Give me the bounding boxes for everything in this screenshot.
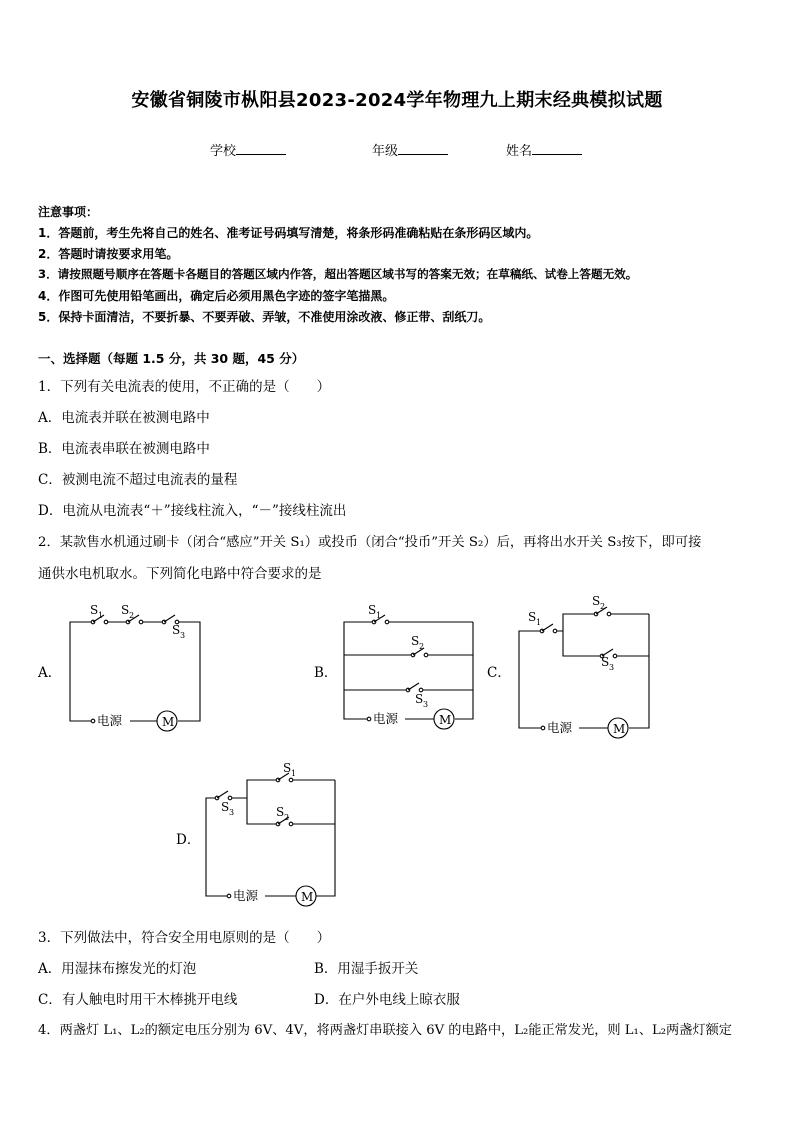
section-heading: 一、选择题（每题 1.5 分，共 30 题，45 分） [38, 351, 305, 366]
power-source-label: 电源 [97, 713, 123, 728]
switch-s2-label: S [411, 634, 420, 648]
circuit-a [70, 603, 200, 731]
power-source-label: 电源 [373, 711, 399, 726]
circuit-option-c-label: C． [487, 665, 511, 681]
switch-s3-label: S [601, 655, 610, 669]
page-title: 安徽省铜陵市枞阳县2023-2024学年物理九上期末经典模拟试题 [131, 90, 663, 111]
notice-item: 1．答题前，考生先将自己的姓名、准考证号码填写清楚，将条形码准确粘贴在条形码区域内。 [38, 226, 539, 240]
switch-s3-label: S [221, 800, 230, 814]
school-label: 学校 [210, 144, 237, 159]
power-source-label: 电源 [547, 720, 573, 735]
circuit-c [519, 594, 649, 738]
question-1-option-c: C．被测电流不超过电流表的量程 [38, 472, 238, 488]
switch-s2-subscript: 2 [600, 602, 606, 611]
switch-s2-subscript: 2 [419, 642, 425, 651]
motor-symbol: M [301, 890, 314, 904]
circuit-option-b-label: B． [314, 665, 338, 681]
switch-s1-subscript: 1 [291, 769, 297, 778]
question-3-option-b: B．用湿手扳开关 [314, 961, 419, 977]
switch-s1-label: S [368, 603, 377, 617]
switch-s1-label: S [90, 603, 99, 617]
grade-label: 年级 [372, 144, 399, 159]
switch-s3-label: S [415, 692, 424, 706]
notice-item: 4．作图可先使用铅笔画出，确定后必须用黑色字迹的签字笔描黑。 [38, 289, 395, 303]
notice-heading: 注意事项： [38, 205, 99, 219]
notice-item: 5．保持卡面清洁，不要折暴、不要弄破、弄皱，不准使用涂改液、修正带、刮纸刀。 [38, 310, 491, 324]
question-3-option-c: C．有人触电时用干木棒挑开电线 [38, 992, 238, 1008]
switch-s3-label: S [172, 623, 181, 637]
switch-s3-subscript: 3 [180, 631, 186, 640]
circuit-option-d-label: D． [176, 832, 201, 848]
power-source-label: 电源 [233, 888, 259, 903]
circuit-d [206, 761, 335, 906]
circuit-option-a-label: A． [38, 665, 62, 681]
question-3-stem: 3．下列做法中，符合安全用电原则的是（ ） [38, 930, 331, 946]
switch-s3-subscript: 3 [609, 663, 615, 672]
question-3-option-a: A．用湿抹布擦发光的灯泡 [38, 961, 197, 977]
question-2-stem-line2: 通供水电机取水。下列简化电路中符合要求的是 [38, 566, 322, 582]
question-1-option-a: A．电流表并联在被测电路中 [38, 410, 210, 426]
switch-s1-subscript: 1 [376, 611, 382, 620]
switch-s3-subscript: 3 [423, 700, 429, 709]
question-1-stem: 1．下列有关电流表的使用，不正确的是（ ） [38, 379, 331, 395]
switch-s1-subscript: 1 [536, 618, 542, 627]
switch-s3-subscript: 3 [229, 808, 235, 817]
question-4-stem: 4．两盏灯 L₁、L₂的额定电压分别为 6V、4V，将两盏灯串联接入 6V 的电路中，L₂能正常发光，则 L₁、L₂两盏灯额定 [38, 1023, 732, 1038]
switch-s1-subscript: 1 [98, 611, 104, 620]
motor-symbol: M [162, 715, 175, 729]
question-2-stem-line1: 2．某款售水机通过刷卡（闭合“感应”开关 S₁）或投币（闭合“投币”开关 S₂）后，再将出水开关 S₃按下，即可接 [38, 535, 702, 550]
name-label: 姓名 [506, 144, 533, 159]
notice-item: 2．答题时请按要求用笔。 [38, 247, 179, 261]
switch-s2-subscript: 2 [284, 813, 290, 822]
switch-s1-label: S [528, 610, 537, 624]
question-1-option-d: D．电流从电流表“＋”接线柱流入，“－”接线柱流出 [38, 503, 347, 519]
switch-s1-label: S [283, 761, 292, 775]
circuit-b [344, 603, 473, 729]
question-3-option-d: D．在户外电线上晾衣服 [314, 992, 460, 1008]
question-1-option-b: B．电流表串联在被测电路中 [38, 441, 210, 457]
notice-item: 3．请按照题号顺序在答题卡各题目的答题区域内作答，超出答题区域书写的答案无效；在草稿纸、试卷上答题无效。 [38, 267, 638, 281]
motor-symbol: M [613, 722, 626, 736]
switch-s2-subscript: 2 [129, 611, 135, 620]
switch-s2-label: S [276, 805, 285, 819]
switch-s2-label: S [121, 603, 130, 617]
switch-s2-label: S [592, 594, 601, 608]
motor-symbol: M [439, 713, 452, 727]
